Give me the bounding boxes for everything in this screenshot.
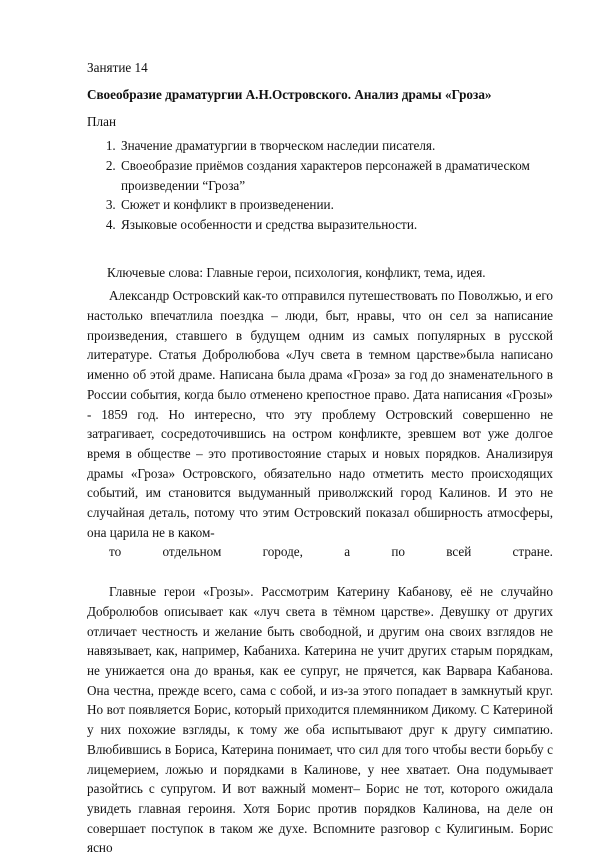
word: всей [446, 544, 472, 560]
plan-item: 3. Сюжет и конфликт в произведенении. [119, 195, 553, 215]
word: стране. [512, 544, 553, 560]
word: отдельном [162, 544, 222, 560]
lesson-title: Своеобразие драматургии А.Н.Островского. Анализ драмы «Гроза» [87, 86, 492, 102]
keywords-line: Ключевые слова: Главные герои, психология, конфликт, тема, идея. [107, 264, 486, 280]
word: городе, [262, 544, 303, 560]
lesson-number: Занятие 14 [87, 60, 148, 75]
plan-heading: План [87, 114, 117, 130]
word: по [391, 544, 405, 560]
plan-list [87, 136, 553, 235]
paragraph-main-heroes: Главные герои «Грозы». Рассмотрим Катерину Кабанову, её не случайно Добролюбов описывает как «луч света в тёмном царстве». Девушку от других отличает честность и желание быть свободной, и другим она своих взглядов не навязывает, как, например, Кабаниха. Катерина не учит других старым порядкам, не унижается она до вранья, как ее супруг, не прячется, как Варвара Кабанова. Она честна, прежде всего, сама с собой, и из-за этого попадает в замкнутый круг. Но вот появляется Борис, который приходится племянником Дикому. С Катериной у них похожие взгляды, к тому же оба испытывают друг к другу симпатию. Влюбившись в Бориса, Катерина понимает, что сил для того чтобы вести борьбу с лицемерием, ложью и порядками в Калинове, у нее хватает. Она подумывает разойтись с супругом. И вот важный момент– Борис не тот, которого ожидала увидеть главная героиня. Хотя Борис против порядков Калинова, на деле он совершает поступок в таком же духе. Вспомните разговор с Кулигиным. Борис ясно [87, 584, 553, 856]
plan-item: 2. Своеобразие приёмов создания характеров персонажей в драматическом произведении “Гроза” [119, 156, 553, 195]
plan-item: 1. Значение драматургии в творческом наследии писателя. [119, 136, 553, 156]
word: а [344, 544, 351, 560]
paragraph-text: Александр Островский как-то отправился путешествовать по Поволжью, и его настолько впечатлила поездка – люди, быт, нравы, что он сел за написание произведения, ставшего в будущем одним из самых популярных в русской литературе. Статья Добролюбова «Луч света в темном царстве»была написано именно об этой драме. Написана была драма «Гроза» за год до знаменательного в России события, когда было отменено крепостное право. Дата написания «Грозы» - 1859 год. Но интересно, что эту проблему Островский совершенно не затрагивает, сосредоточившись на остром конфликте, зревшем вот уже долгое время в обществе – это противостояние старых и новых порядков. Анализируя драмы «Гроза» Островского, обязательно надо отметить место происходящих событий, им становится выдуманный приволжский город Калинов. И это не случайная деталь, потому что этим Островский показал обширность атмосферы, она царила не в каком- [87, 288, 553, 540]
paragraph-last-line [87, 542, 553, 562]
word: то [109, 544, 122, 560]
paragraph-ostrovsky-journey [87, 286, 553, 562]
plan-item: 4. Языковые особенности и средства выразительности. [119, 215, 553, 235]
